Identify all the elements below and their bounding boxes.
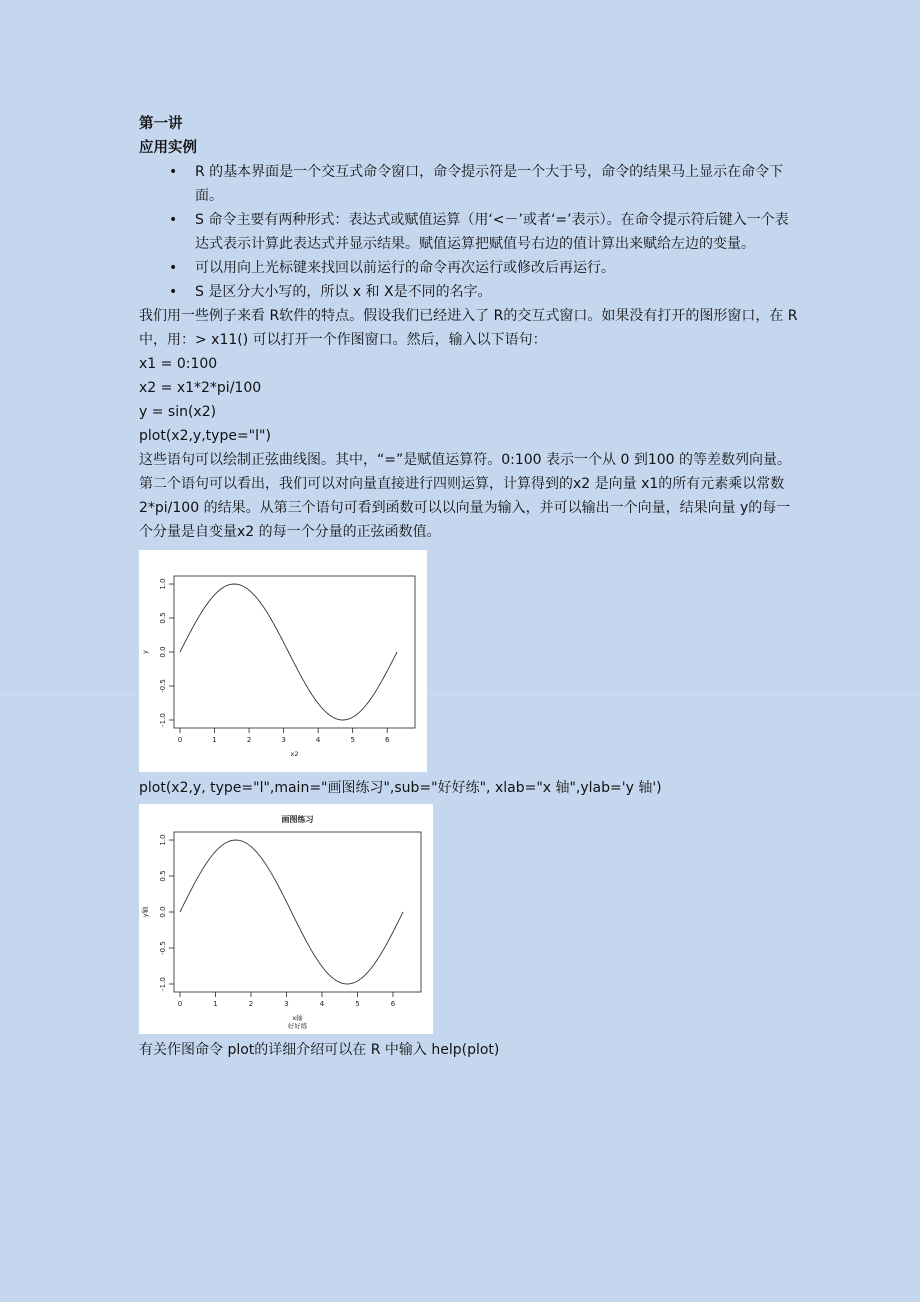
chart-subtitle: 好好练 [287,1022,308,1030]
sine-plot-1 [139,550,427,772]
bullet-marker: • [169,212,178,228]
list-item [139,208,799,256]
y-tick-label: -1.0 [159,713,167,727]
x-tick-label: 4 [319,1000,325,1008]
bullet-marker: • [169,164,178,180]
y-tick-label: 0.0 [159,646,167,658]
list-item [139,256,799,280]
x-tick-label: 1 [213,1000,218,1008]
sine-line [180,584,397,720]
y-tick-label: 0.5 [159,870,167,882]
document-page [139,112,799,1062]
y-tick-label: 1.0 [159,834,167,846]
code-line: x2 = x1*2*pi/100 [139,380,262,396]
code-line: plot(x2,y,type="l") [139,428,271,444]
bullet-marker: • [169,284,178,300]
x-tick-label: 3 [284,1000,289,1008]
bullet-list [139,160,799,304]
x-tick-label: 6 [384,736,390,744]
sine-plot-2-svg [139,804,433,1034]
code-line: y = sin(x2) [139,404,217,420]
y-tick-label: -0.5 [159,941,167,955]
bullet-text: S 命令主要有两种形式：表达式或赋值运算（用‘<－’或者‘=’表示）。在命令提示符后键入一个表达式表示计算此表达式并显示结果。赋值运算把赋值号右边的值计算出来赋给左边的变量。 [195,212,789,252]
footer-note: 有关作图命令 plot的详细介绍可以在 R 中输入 help(plot) [139,1042,500,1058]
y-axis-label: y轴 [141,906,149,918]
list-item [139,280,799,304]
x-axis-label: x2 [290,750,299,758]
x-tick-label: 2 [246,736,252,744]
sine-plot-2 [139,804,433,1034]
x-tick-label: 2 [248,1000,254,1008]
section-heading: 应用实例 [139,140,197,156]
sine-plot-1-svg [139,550,427,772]
bullet-text: 可以用向上光标键来找回以前运行的命令再次运行或修改后再运行。 [195,260,615,276]
x-tick-label: 3 [281,736,286,744]
sine-line [180,840,403,984]
x-axis-label: x轴 [292,1014,303,1022]
bullet-marker: • [169,260,178,276]
explanation-paragraph: 这些语句可以绘制正弦曲线图。其中，“=”是赋值运算符。0:100 表示一个从 0 到100 的等差数列向量。第二个语句可以看出，我们可以对向量直接进行四则运算，计算得到的x2 是向量 x1的所有元素乘以常数 2*pi/100 的结果。从第三个语句可看到函数可以以向量为输入，并可以输出一个向量，结果向量 y的每一个分量是自变量x2 的每一个分量的正弦函数值。 [139,452,792,540]
bullet-text: S 是区分大小写的，所以 x 和 X是不同的名字。 [195,284,492,300]
y-tick-label: 0.0 [159,906,167,918]
bullet-text: R 的基本界面是一个交互式命令窗口，命令提示符是一个大于号，命令的结果马上显示在命令下面。 [195,164,784,204]
x-tick-label: 5 [350,736,355,744]
x-tick-label: 5 [355,1000,360,1008]
x-tick-label: 0 [177,1000,183,1008]
y-tick-label: 1.0 [159,578,167,590]
chart-title: 画图练习 [281,815,314,824]
y-tick-label: 0.5 [159,612,167,624]
plot-frame [174,832,421,992]
x-tick-label: 4 [315,736,321,744]
x-tick-label: 1 [212,736,217,744]
code-line: x1 = 0:100 [139,356,218,372]
list-item [139,160,799,208]
y-tick-label: -0.5 [159,679,167,693]
x-tick-label: 0 [177,736,183,744]
y-axis-label: y [141,650,149,654]
plot-command-line: plot(x2,y, type="l",main="画图练习",sub="好好练", xlab="x 轴",ylab='y 轴') [139,780,662,796]
x-tick-label: 6 [390,1000,396,1008]
plot-frame [174,576,415,728]
intro-paragraph: 我们用一些例子来看 R软件的特点。假设我们已经进入了 R的交互式窗口。如果没有打开的图形窗口，在 R 中，用：> x11() 可以打开一个作图窗口。然后，输入以下语句： [139,308,798,348]
y-tick-label: -1.0 [159,977,167,991]
lecture-heading: 第一讲 [139,116,183,132]
